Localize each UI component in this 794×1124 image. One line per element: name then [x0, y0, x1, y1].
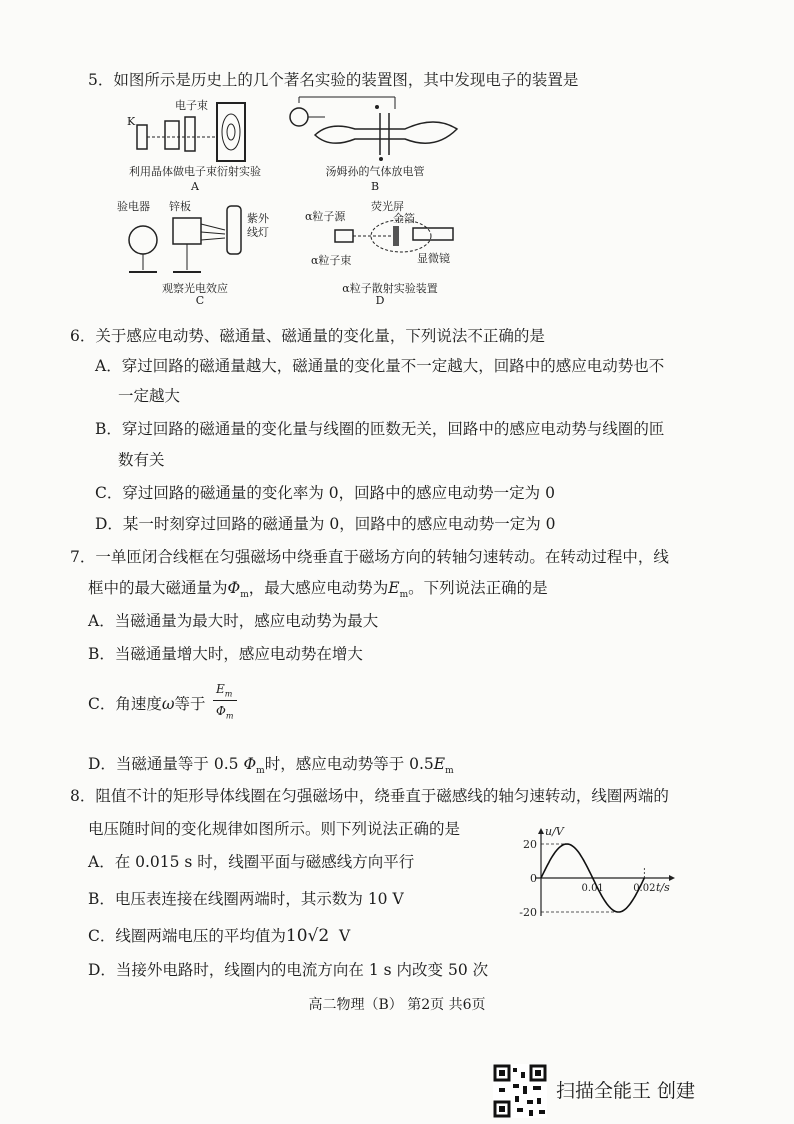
figure-c-electroscope-label: 验电器 [117, 200, 150, 213]
q7-fraction-denominator: $\Phi_m$ [216, 704, 234, 721]
q6-stem: 6．关于感应电动势、磁通量、磁通量的变化量，下列说法不正确的是 [70, 327, 545, 345]
q5-stem: 5．如图所示是历史上的几个著名实验的装置图，其中发现电子的装置是 [88, 71, 579, 89]
figure-c-caption: 观察光电效应 [162, 282, 228, 295]
q7-stem-text-c: 。下列说法正确的是 [408, 579, 548, 597]
q7-option-d-pre: D．当磁通量等于 0.5 [88, 755, 239, 773]
y-tick-label: 20 [523, 838, 537, 851]
q8-option-c [88, 925, 350, 947]
figure-d-scope-label: 显微镜 [417, 252, 450, 265]
q7-stem-e: E [388, 579, 400, 597]
q7-stem-line1: 7．一单匝闭合线框在匀强磁场中绕垂直于磁场方向的转轴匀速转动。在转动过程中，线 [70, 548, 669, 566]
figure-d-screen-label: 荧光屏 [371, 200, 404, 213]
figure-b [285, 95, 465, 165]
q7-fraction-bar [213, 700, 237, 701]
q7-option-d-e-sub: m [445, 766, 454, 777]
q8-stem-line2: 电压随时间的变化规律如图所示。则下列说法正确的是 [88, 820, 461, 838]
q7-option-b: B．当磁通量增大时，感应电动势在增大 [88, 645, 363, 663]
x-tick-label: 0.02 [633, 883, 656, 894]
q7-option-c-pre: C．角速度 [88, 695, 162, 713]
x-axis-arrow [669, 875, 675, 881]
q7-option-c-mid: 等于 [174, 695, 206, 713]
q8-option-c-pre: C．线圈两端电压的平均值为 [88, 927, 286, 945]
figure-d-caption: α粒子散射实验装置 [342, 282, 438, 295]
figure-d-letter: D [375, 294, 385, 307]
x-axis-label: t/s [656, 881, 670, 894]
y-tick-label: 0 [530, 872, 537, 885]
q6-option-a-line1: A．穿过回路的磁通量越大，磁通量的变化量不一定越大，回路中的感应电动势也不 [95, 357, 665, 375]
figure-c-plate-label: 锌板 [169, 200, 191, 213]
q7-omega: ω [161, 695, 175, 713]
q6-option-c: C．穿过回路的磁通量的变化率为 0，回路中的感应电动势一定为 0 [95, 484, 555, 502]
figure-a-k-label: K [127, 115, 136, 128]
y-axis-label: u/V [545, 825, 564, 838]
q8-stem-line1: 8．阻值不计的矩形导体线圈在匀强磁场中，绕垂直于磁感线的轴匀速转动，线圈两端的 [70, 787, 669, 805]
q8-option-b: B．电压表连接在线圈两端时，其示数为 10 V [88, 890, 404, 908]
q7-option-a: A．当磁通量为最大时，感应电动势为最大 [88, 612, 379, 630]
q6-option-d: D．某一时刻穿过回路的磁通量为 0，回路中的感应电动势一定为 0 [95, 515, 556, 533]
figure-b-letter: B [370, 180, 380, 193]
scanner-watermark-text: 扫描全能王 创建 [556, 1080, 696, 1102]
page-footer: 高二物理（B） 第2页 共6页 [308, 997, 486, 1013]
q7-stem-line2 [88, 577, 548, 606]
figure-d-foil-label: 金箔 [393, 212, 415, 225]
q6-option-a-line2: 一定越大 [118, 387, 181, 405]
q8-option-d: D．当接外电路时，线圈内的电流方向在 1 s 内改变 50 次 [88, 961, 489, 979]
q7-option-d-mid: 时，感应电动势等于 0.5 [264, 755, 434, 773]
figure-d-source-label: α粒子源 [305, 210, 346, 223]
q7-stem-text-b: ，最大感应电动势为 [248, 579, 389, 597]
figure-a-caption: 利用晶体做电子束衍射实验 [129, 165, 261, 178]
figure-b-caption: 汤姆孙的气体放电管 [325, 165, 425, 178]
q8-option-a: A．在 0.015 s 时，线圈平面与磁感线方向平行 [88, 853, 415, 871]
q7-stem-text-a: 框中的最大磁通量为 [88, 579, 228, 597]
q8-option-c-unit: V [339, 927, 351, 945]
q6-option-b-line2: 数有关 [118, 451, 165, 469]
q7-fraction-numerator: $E_m$ [216, 682, 233, 699]
q7-option-d-phi: Φ [243, 755, 257, 773]
y-tick-label: -20 [519, 906, 537, 919]
q7-stem-phi-sub: m [240, 590, 249, 601]
figure-c-letter: C [195, 294, 205, 307]
figure-b-diagram [285, 95, 465, 165]
q8-option-c-value: 10√2 [285, 926, 330, 946]
figure-d-beam-label: α粒子束 [311, 254, 352, 267]
q7-stem-e-sub: m [399, 590, 409, 601]
qr-code-icon [493, 1064, 547, 1118]
q7-option-c [88, 693, 206, 715]
q6-option-b-line1: B．穿过回路的磁通量的变化量与线圈的匝数无关，回路中的感应电动势与线圈的匝 [95, 420, 665, 438]
q7-option-d-e: E [433, 755, 446, 773]
x-tick-label: 0.01 [581, 883, 604, 894]
voltage-time-chart [505, 822, 685, 922]
q7-stem-phi: Φ [227, 579, 241, 597]
figure-c [115, 198, 295, 278]
figure-a-letter: A [191, 180, 199, 193]
figure-c-lamp-label: 紫外线灯 [247, 212, 269, 239]
q7-option-d [88, 753, 454, 782]
y-axis-arrow [538, 828, 544, 834]
q7-option-d-phi-sub: m [256, 766, 265, 777]
figure-a-beam-label: 电子束 [175, 99, 208, 112]
figure-d [305, 198, 475, 278]
